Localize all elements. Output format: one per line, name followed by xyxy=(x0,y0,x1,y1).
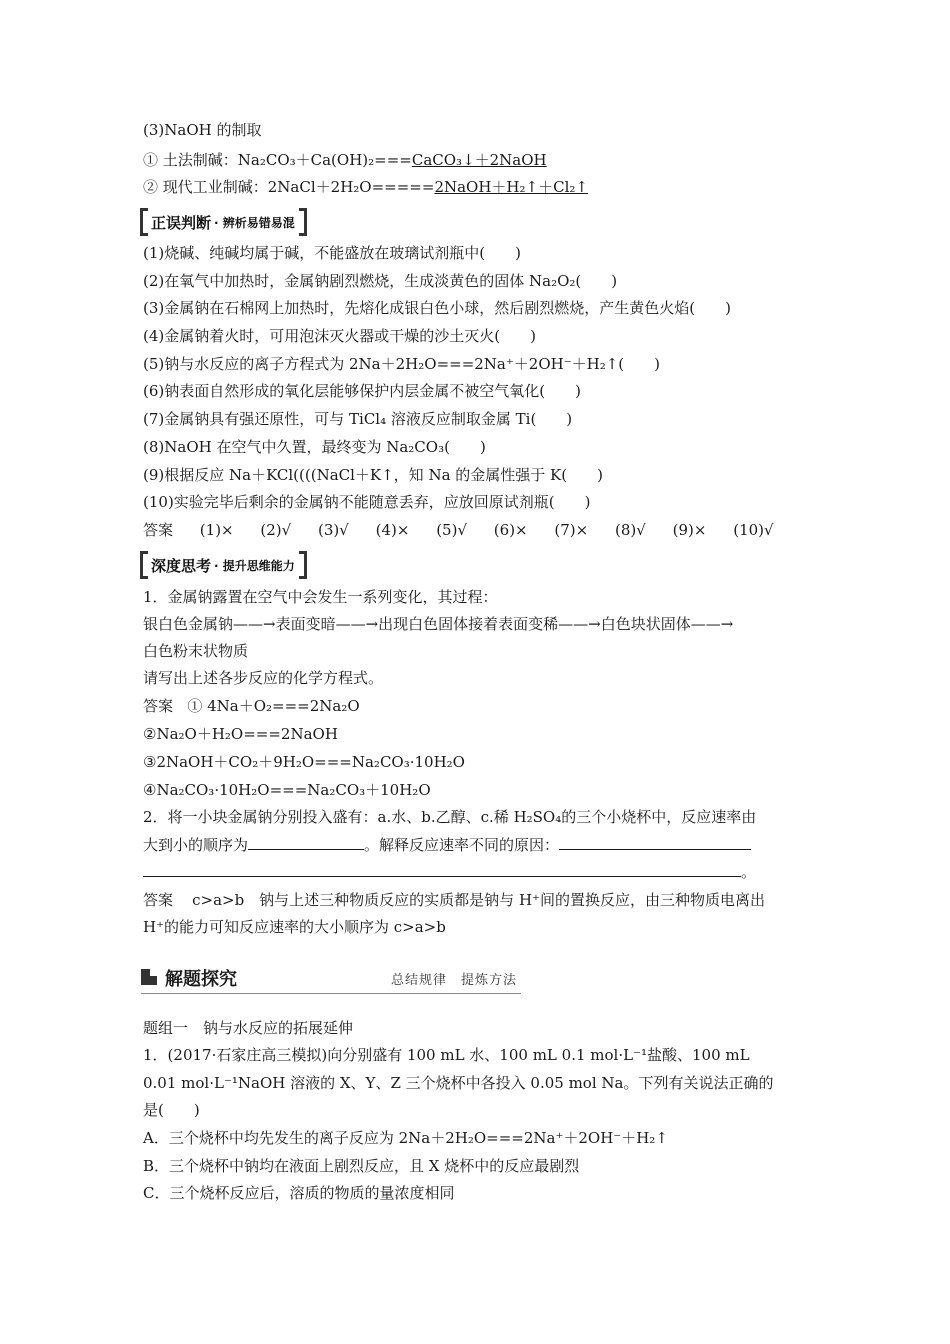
answer-item: (9)× xyxy=(672,521,707,539)
think-subtitle: · 提升思维能力 xyxy=(214,558,295,573)
explore-subtitle: 总结规律 提炼方法 xyxy=(391,973,518,988)
judge-header xyxy=(140,209,307,235)
think-q2-line2 xyxy=(143,835,751,855)
reason-blank-continued[interactable] xyxy=(143,862,741,877)
q2-end: 。 xyxy=(741,863,757,881)
answer-label: 答案 xyxy=(143,697,174,715)
think-q1: 1．金属钠露置在空气中会发生一系列变化，其过程： xyxy=(143,588,498,606)
part3-line2 xyxy=(143,177,588,197)
judge-item: (3)金属钠在石棉网上加热时，先熔化成银白色小球，然后剧烈燃烧，产生黄色火焰( ) xyxy=(143,299,731,317)
judge-subtitle: · 辨析易错易混 xyxy=(214,215,295,230)
answer-item: (10)√ xyxy=(733,521,774,539)
explore-q1-line1: 1．(2017·石家庄高三模拟)向分别盛有 100 mL 水、100 mL 0.1 mol·L⁻¹盐酸、100 mL xyxy=(143,1046,750,1064)
judge-item: (6)钠表面自然形成的氧化层能够保护内层金属不被空气氧化( ) xyxy=(143,382,581,400)
equation: ④Na₂CO₃·10H₂O===Na₂CO₃＋10H₂O xyxy=(143,781,431,799)
part3-line2-prefix: ② 现代工业制碱：2NaCl＋2H₂O===== xyxy=(143,178,435,196)
answer-label: 答案 xyxy=(143,891,174,909)
explore-title: 解题探究 xyxy=(165,969,237,990)
judge-answers xyxy=(143,520,796,540)
order-blank[interactable] xyxy=(248,835,364,850)
answer-item: (7)× xyxy=(554,521,589,539)
option-b: B．三个烧杯中钠均在液面上剧烈反应，且 X 烧杯中的反应最剧烈 xyxy=(143,1157,580,1175)
answer-item: (1)× xyxy=(199,521,234,539)
left-bracket-icon xyxy=(140,551,148,579)
right-bracket-icon xyxy=(299,551,307,579)
option-c: C．三个烧杯反应后，溶质的物质的量浓度相同 xyxy=(143,1184,455,1202)
answer-label: 答案 xyxy=(143,521,174,539)
explore-group: 题组一 钠与水反应的拓展延伸 xyxy=(143,1019,354,1037)
q2-text-b: 。解释反应速率不同的原因： xyxy=(364,836,560,854)
part3-line1-prefix: ① 土法制碱：Na₂CO₃＋Ca(OH)₂=== xyxy=(143,151,412,169)
think-header xyxy=(140,552,307,578)
think-q2-answer-1 xyxy=(143,890,765,910)
answer-item: (4)× xyxy=(375,521,410,539)
think-q1-ask: 请写出上述各步反应的化学方程式。 xyxy=(143,669,384,687)
equation: ②Na₂O＋H₂O===2NaOH xyxy=(143,725,338,743)
think-q1-answer-1 xyxy=(143,696,360,716)
answer-item: (5)√ xyxy=(436,521,468,539)
part3-line1 xyxy=(143,150,547,170)
part3-line2-product: 2NaOH＋H₂↑＋Cl₂↑ xyxy=(434,178,588,196)
think-title: 深度思考 xyxy=(151,556,212,575)
judge-item: (1)烧碱、纯碱均属于碱，不能盛放在玻璃试剂瓶中( ) xyxy=(143,244,521,262)
think-q1-chain: 银白色金属钠——→表面变暗——→出现白色固体接着表面变稀——→白色块状固体——→ xyxy=(143,615,734,633)
judge-item: (2)在氧气中加热时，金属钠剧烈燃烧，生成淡黄色的固体 Na₂O₂( ) xyxy=(143,272,618,290)
think-q2-answer-2: H⁺的能力可知反应速率的大小顺序为 c>a>b xyxy=(143,918,446,936)
part3-line1-product: CaCO₃↓＋2NaOH xyxy=(411,151,547,169)
judge-item: (4)金属钠着火时，可用泡沫灭火器或干燥的沙土灭火( ) xyxy=(143,327,536,345)
q2-text-a: 大到小的顺序为 xyxy=(143,836,249,854)
equation: ① 4Na＋O₂===2Na₂O xyxy=(187,697,360,715)
explore-q1-line3: 是( ) xyxy=(143,1101,200,1119)
answer-text: c>a>b 钠与上述三种物质反应的实质都是钠与 H⁺间的置换反应，由三种物质电离出 xyxy=(192,891,765,909)
answer-item: (3)√ xyxy=(318,521,349,539)
answer-item: (2)√ xyxy=(260,521,292,539)
left-bracket-icon xyxy=(140,208,148,236)
judge-item: (10)实验完毕后剩余的金属钠不能随意丢弃，应放回原试剂瓶( ) xyxy=(143,493,591,511)
judge-item: (8)NaOH 在空气中久置，最终变为 Na₂CO₃( ) xyxy=(143,438,486,456)
think-q1-chain2: 白色粉末状物质 xyxy=(143,642,249,660)
think-q2: 2．将一小块金属钠分别投入盛有：a.水、b.乙醇、c.稀 H₂SO₄的三个小烧杯中，反应速率由 xyxy=(143,808,757,826)
answer-item: (8)√ xyxy=(615,521,646,539)
part3-heading: (3)NaOH 的制取 xyxy=(143,121,262,139)
divider xyxy=(141,993,521,994)
option-a: A．三个烧杯中均先发生的离子反应为 2Na＋2H₂O===2Na⁺＋2OH⁻＋H₂↑ xyxy=(143,1129,668,1147)
judge-item: (9)根据反应 Na＋KCl((((NaCl＋K↑，知 Na 的金属性强于 K( ) xyxy=(143,466,603,484)
judge-item: (7)金属钠具有强还原性，可与 TiCl₄ 溶液反应制取金属 Ti( ) xyxy=(143,410,573,428)
equation: ③2NaOH＋CO₂＋9H₂O===Na₂CO₃·10H₂O xyxy=(143,753,465,771)
reason-blank[interactable] xyxy=(559,835,751,850)
explore-header xyxy=(141,963,521,993)
think-q2-line3 xyxy=(143,862,756,882)
judge-title: 正误判断 xyxy=(151,213,212,232)
right-bracket-icon xyxy=(299,208,307,236)
explore-q1-line2: 0.01 mol·L⁻¹NaOH 溶液的 X、Y、Z 三个烧杯中各投入 0.05 mol Na。下列有关说法正确的 xyxy=(143,1074,774,1092)
answer-item: (6)× xyxy=(493,521,528,539)
judge-item: (5)钠与水反应的离子方程式为 2Na＋2H₂O===2Na⁺＋2OH⁻＋H₂↑( ) xyxy=(143,355,661,373)
